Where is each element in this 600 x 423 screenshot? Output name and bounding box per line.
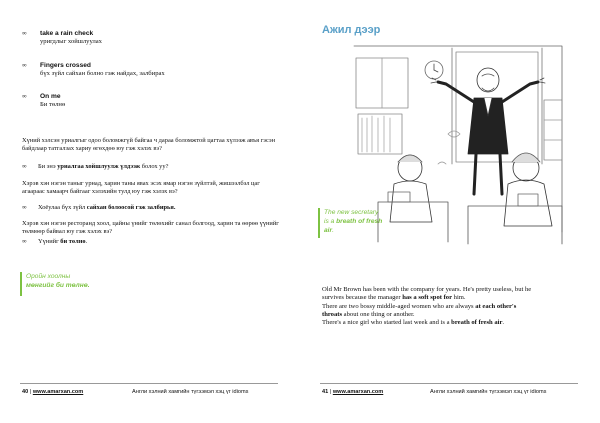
callout-line: The new secretary: [324, 209, 379, 216]
callout-text: .: [332, 227, 334, 234]
story-paragraph: [322, 286, 582, 327]
story-text: survives because the manager: [322, 294, 403, 302]
bullet-symbol: ∞: [22, 163, 27, 170]
page-number: 41: [322, 389, 329, 395]
idiom-english: On me: [40, 93, 61, 100]
example-text: .: [85, 238, 88, 245]
example-bold: уриалгаа хойшлуулж үлдээж: [57, 163, 141, 170]
example-bold: би төлнө: [60, 238, 86, 245]
story-line: [322, 311, 582, 319]
page-footer: [322, 389, 383, 395]
example-text: Хоёулаа бүх зүйл: [38, 204, 87, 211]
example-text: болох уу?: [140, 163, 169, 170]
example-fingers-crossed: [22, 204, 176, 212]
footer-separator: |: [29, 389, 32, 395]
example-on-me: [22, 238, 87, 246]
paragraph-fingers-crossed: Хэрэв хэн нэгэн таныг урнад, харин таны явах эсэх ямар нэгэн зүйлтэй, жишээлбэл цаг агаараас хамаарч байгааг хэлэхийн тулд юу гэж хэлэх вэ?: [22, 180, 260, 196]
example-bold: сайхан болооcой гэж залбирья.: [86, 204, 176, 211]
website-link[interactable]: www.amarxan.com: [32, 389, 84, 395]
idiom-english: take a rain check: [40, 30, 94, 37]
footer-separator: |: [329, 389, 332, 395]
footer-divider: [320, 383, 578, 384]
idiom-mongolian: Би төлнө: [40, 101, 66, 108]
callout-line: [324, 226, 382, 235]
example-text: Би энэ: [38, 163, 58, 170]
story-line: Old Mr Brown has been with the company for years. He's pretty useless, but he: [322, 286, 532, 293]
callout-line: [324, 217, 382, 226]
callout-text: is a: [324, 218, 337, 225]
story-text: about one thing or another.: [342, 310, 415, 318]
story-bold: has a soft spot for: [402, 294, 453, 302]
story-bold: at each other's: [475, 302, 517, 310]
story-text: There's a nice girl who started last week and is a: [322, 319, 452, 327]
bullet-symbol: ∞: [22, 93, 27, 100]
story-text: There are two bossy middle-aged women who are always: [322, 302, 476, 310]
paragraph-on-me: Хэрэв хэн нэгэн ресторанд хоол, цайны үнийг төлөхийг санал болгоод, харин та өөрөө үүнийг төлмөөр байвал юу гэж хэлэх вэ?: [22, 220, 279, 236]
callout-bold: breath of fresh: [336, 218, 383, 225]
story-text: .: [502, 319, 505, 327]
idiom-english: Fingers crossed: [40, 62, 91, 69]
story-line: [322, 294, 582, 302]
story-bold: throats: [322, 310, 343, 318]
example-text: Үүнийг: [38, 238, 61, 245]
idiom-mongolian: бүх зүйл сайхан болно гэж найдах, залбирах: [40, 70, 165, 77]
section-heading: Ажил дээр: [322, 24, 381, 36]
footer-subtitle: Англи хэлний хамгийн түгээмэл хэц үг idioms: [132, 389, 249, 395]
footer-subtitle: Англи хэлний хамгийн түгээмэл хэц үг idioms: [430, 389, 547, 395]
story-bold: breath of fresh air: [451, 319, 503, 327]
page-footer: [22, 389, 83, 395]
story-text: him.: [452, 294, 466, 302]
callout-line: Оройн хоолны: [26, 273, 71, 280]
callout-quote: [20, 272, 90, 296]
bullet-symbol: ∞: [22, 30, 27, 37]
story-line: [322, 303, 582, 311]
bullet-symbol: ∞: [22, 238, 27, 245]
callout-line: мөнгийг би төлнө.: [26, 282, 90, 289]
callout-bold: air: [324, 227, 333, 234]
footer-divider: [20, 383, 278, 384]
example-rain-check: [22, 163, 168, 171]
website-link[interactable]: www.amarxan.com: [332, 389, 384, 395]
paragraph-rain-check: Хүний хэлсэн уриалгыг одоо боломжгүй байгаа ч дараа боломжтой цагтаа хүлээж авъя гэсэн байдлаар татгалзах хариу өгөхдөө юу гэж хэлэх вэ?: [22, 137, 276, 153]
callout-quote: [318, 208, 382, 238]
page-number: 40: [22, 389, 29, 395]
bullet-symbol: ∞: [22, 204, 27, 211]
bullet-symbol: ∞: [22, 62, 27, 69]
idiom-mongolian: уригдлыг хойшлуулах: [40, 38, 102, 45]
story-line: [322, 319, 582, 327]
